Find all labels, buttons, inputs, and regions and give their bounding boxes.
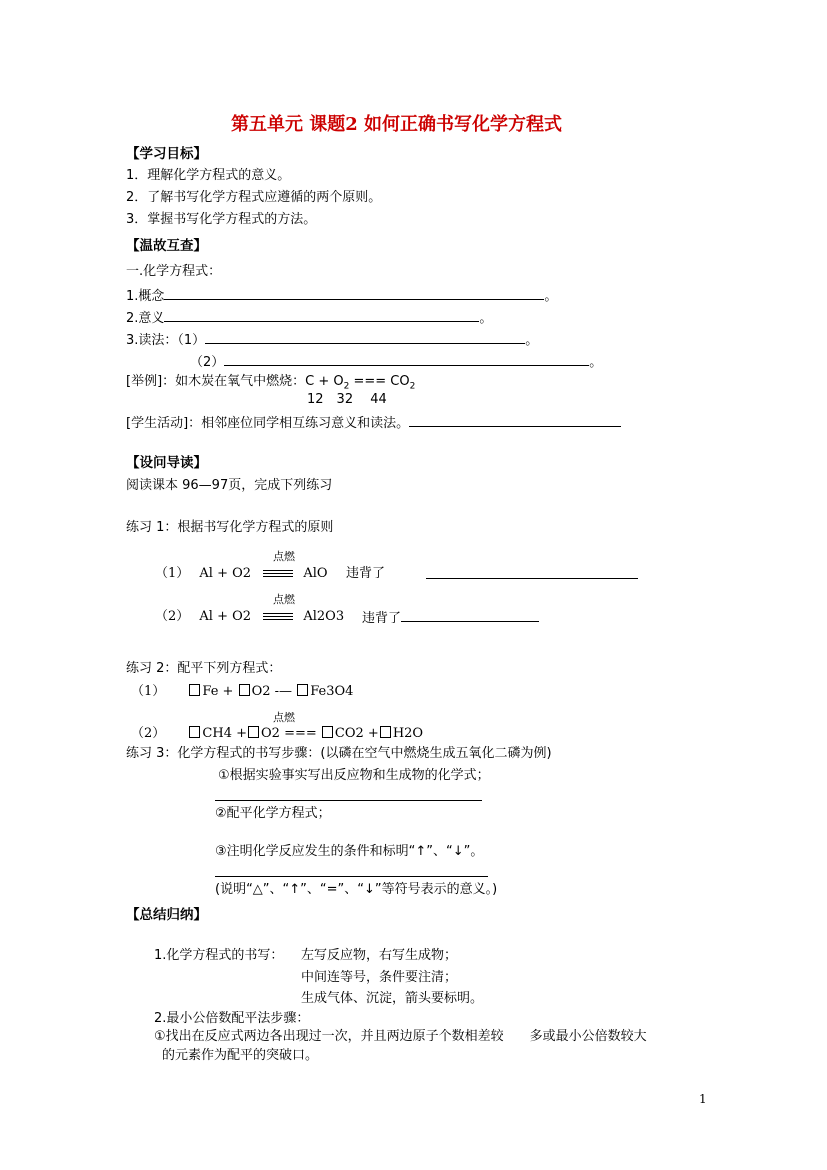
reading-label: 3.读法：（1） [126, 333, 206, 348]
example-masses: 12 32 44 [307, 392, 387, 407]
meaning-line [126, 309, 492, 327]
summary-p2-line2: 的元素作为配平的突破口。 [162, 1048, 319, 1063]
ex1-eq1-left: Al + O2 [199, 566, 252, 581]
summary-p1-line2: 中间连等号，条件要注清； [301, 970, 458, 985]
review-header: 【温故互查】 [126, 238, 207, 254]
activity-blank[interactable] [409, 414, 621, 427]
goals-header: 【学习目标】 [126, 146, 207, 162]
reading-end-1: 。 [525, 333, 539, 348]
ex1-title: 练习 1：根据书写化学方程式的原则 [126, 520, 334, 535]
coefficient-box[interactable] [297, 684, 308, 696]
ex2-eq1-b: O2 -— [251, 684, 293, 699]
ex1-eq2-violate [362, 609, 539, 627]
summary-p2-label: 2.最小公倍数配平法步骤： [154, 1011, 310, 1026]
meaning-blank[interactable] [164, 309, 479, 322]
ex3-step3: ③注明化学反应发生的条件和标明“↑”、“↓”。 [215, 844, 484, 859]
ex3-note: (说明“△”、“↑”、“=”、“↓”等符号表示的意义。) [215, 882, 498, 897]
reading-task: 阅读课本 96—97页，完成下列练习 [126, 478, 333, 493]
ex1-eq1-violate [346, 566, 385, 582]
ex3-step2: ②配平化学方程式； [215, 806, 331, 821]
meaning-end: 。 [479, 311, 493, 326]
concept-label: 1.概念 [126, 289, 165, 304]
page-title: 第五单元 课题2 如何正确书写化学方程式 [231, 114, 563, 135]
coefficient-box[interactable] [380, 726, 391, 738]
ex2-title: 练习 2：配平下列方程式： [126, 661, 282, 676]
ex3-step1-blank-wrap [215, 788, 482, 806]
ex2-eq2-num: （2） [131, 726, 166, 741]
example-co-sub: 2 [409, 381, 416, 392]
coefficient-box[interactable] [189, 684, 200, 696]
ex1-condition-2: 点燃 [273, 593, 295, 606]
ex3-step3-blank[interactable] [215, 864, 488, 877]
summary-header: 【总结归纳】 [126, 907, 207, 923]
concept-end: 。 [544, 289, 558, 304]
goal-item: 2．了解书写化学方程式应遵循的两个原则。 [126, 190, 382, 205]
equals-sign [263, 570, 293, 578]
reading-blank-2[interactable] [224, 353, 589, 366]
example-o-sub: 2 [343, 381, 350, 392]
ex2-eq2-c: CO2 + [334, 726, 379, 741]
ex2-eq2-b: O2 === [261, 726, 317, 741]
ex1-eq2-left: Al + O2 [199, 609, 252, 624]
equals-sign [263, 613, 293, 621]
coefficient-box[interactable] [239, 684, 250, 696]
goal-item: 3．掌握书写化学方程式的方法。 [126, 212, 317, 227]
ex2-eq1-c: Fe3O4 [310, 684, 354, 699]
ex3-title: 练习 3：化学方程式的书写步骤：(以磷在空气中燃烧生成五氧化二磷为例) [126, 746, 552, 761]
meaning-label: 2.意义 [126, 311, 165, 326]
review-subheading: 一.化学方程式： [126, 264, 222, 279]
ex2-eq2-d: H2O [392, 726, 424, 741]
example-eq: === CO [349, 374, 410, 389]
ex1-eq2-violate-label: 违背了 [362, 611, 402, 626]
ex3-step1: ①根据实验事实写出反应物和生成物的化学式； [218, 768, 490, 783]
reading-end-2: 。 [589, 355, 603, 370]
ex2-eq2 [131, 726, 423, 742]
concept-line [126, 287, 557, 305]
ex1-eq1-blank-wrap [426, 566, 638, 584]
coefficient-box[interactable] [322, 726, 333, 738]
coefficient-box[interactable] [189, 726, 200, 738]
ex1-eq1-blank[interactable] [426, 566, 638, 579]
ex1-eq2-blank[interactable] [401, 609, 539, 622]
reading-blank-1[interactable] [205, 331, 525, 344]
ex1-eq2-right: Al2O3 [303, 609, 345, 624]
ex2-eq1-a: Fe + [202, 684, 234, 699]
summary-p1-label: 1.化学方程式的书写： [154, 948, 284, 963]
ex2-eq1-num: （1） [131, 684, 166, 699]
guided-header: 【设问导读】 [126, 455, 207, 471]
ex3-step3-blank-wrap [215, 864, 488, 882]
coefficient-box[interactable] [248, 726, 259, 738]
summary-p1-line1: 左写反应物，右写生成物； [301, 948, 458, 963]
ex1-eq1-num: （1） [155, 566, 190, 581]
ex2-condition: 点燃 [273, 711, 295, 724]
ex2-eq2-a: CH4 + [202, 726, 248, 741]
example-prefix: [举例]：如木炭在氧气中燃烧：C + O [126, 374, 344, 389]
ex1-eq1 [155, 566, 328, 582]
summary-p1-line3: 生成气体、沉淀，箭头要标明。 [301, 991, 484, 1006]
ex1-condition-1: 点燃 [273, 550, 295, 563]
reading-line-2 [190, 353, 602, 371]
page-number: 1 [699, 1092, 707, 1106]
summary-p2-line1: ①找出在反应式两边各出现过一次，并且两边原子个数相差较 多或最小公倍数较大 [154, 1029, 647, 1044]
ex3-step1-blank[interactable] [215, 788, 482, 801]
activity-text: [学生活动]：相邻座位同学相互练习意义和读法。 [126, 416, 410, 431]
ex1-eq2 [155, 609, 344, 625]
ex1-eq2-num: （2） [155, 609, 190, 624]
activity-line [126, 414, 621, 432]
ex2-eq1 [131, 684, 353, 700]
ex1-eq1-right: AlO [303, 566, 328, 581]
reading-line-1 [126, 331, 538, 349]
goal-item: 1．理解化学方程式的意义。 [126, 168, 291, 183]
concept-blank[interactable] [164, 287, 544, 300]
ex1-eq1-violate-label: 违背了 [346, 566, 386, 581]
reading-label-2: （2） [190, 355, 225, 370]
